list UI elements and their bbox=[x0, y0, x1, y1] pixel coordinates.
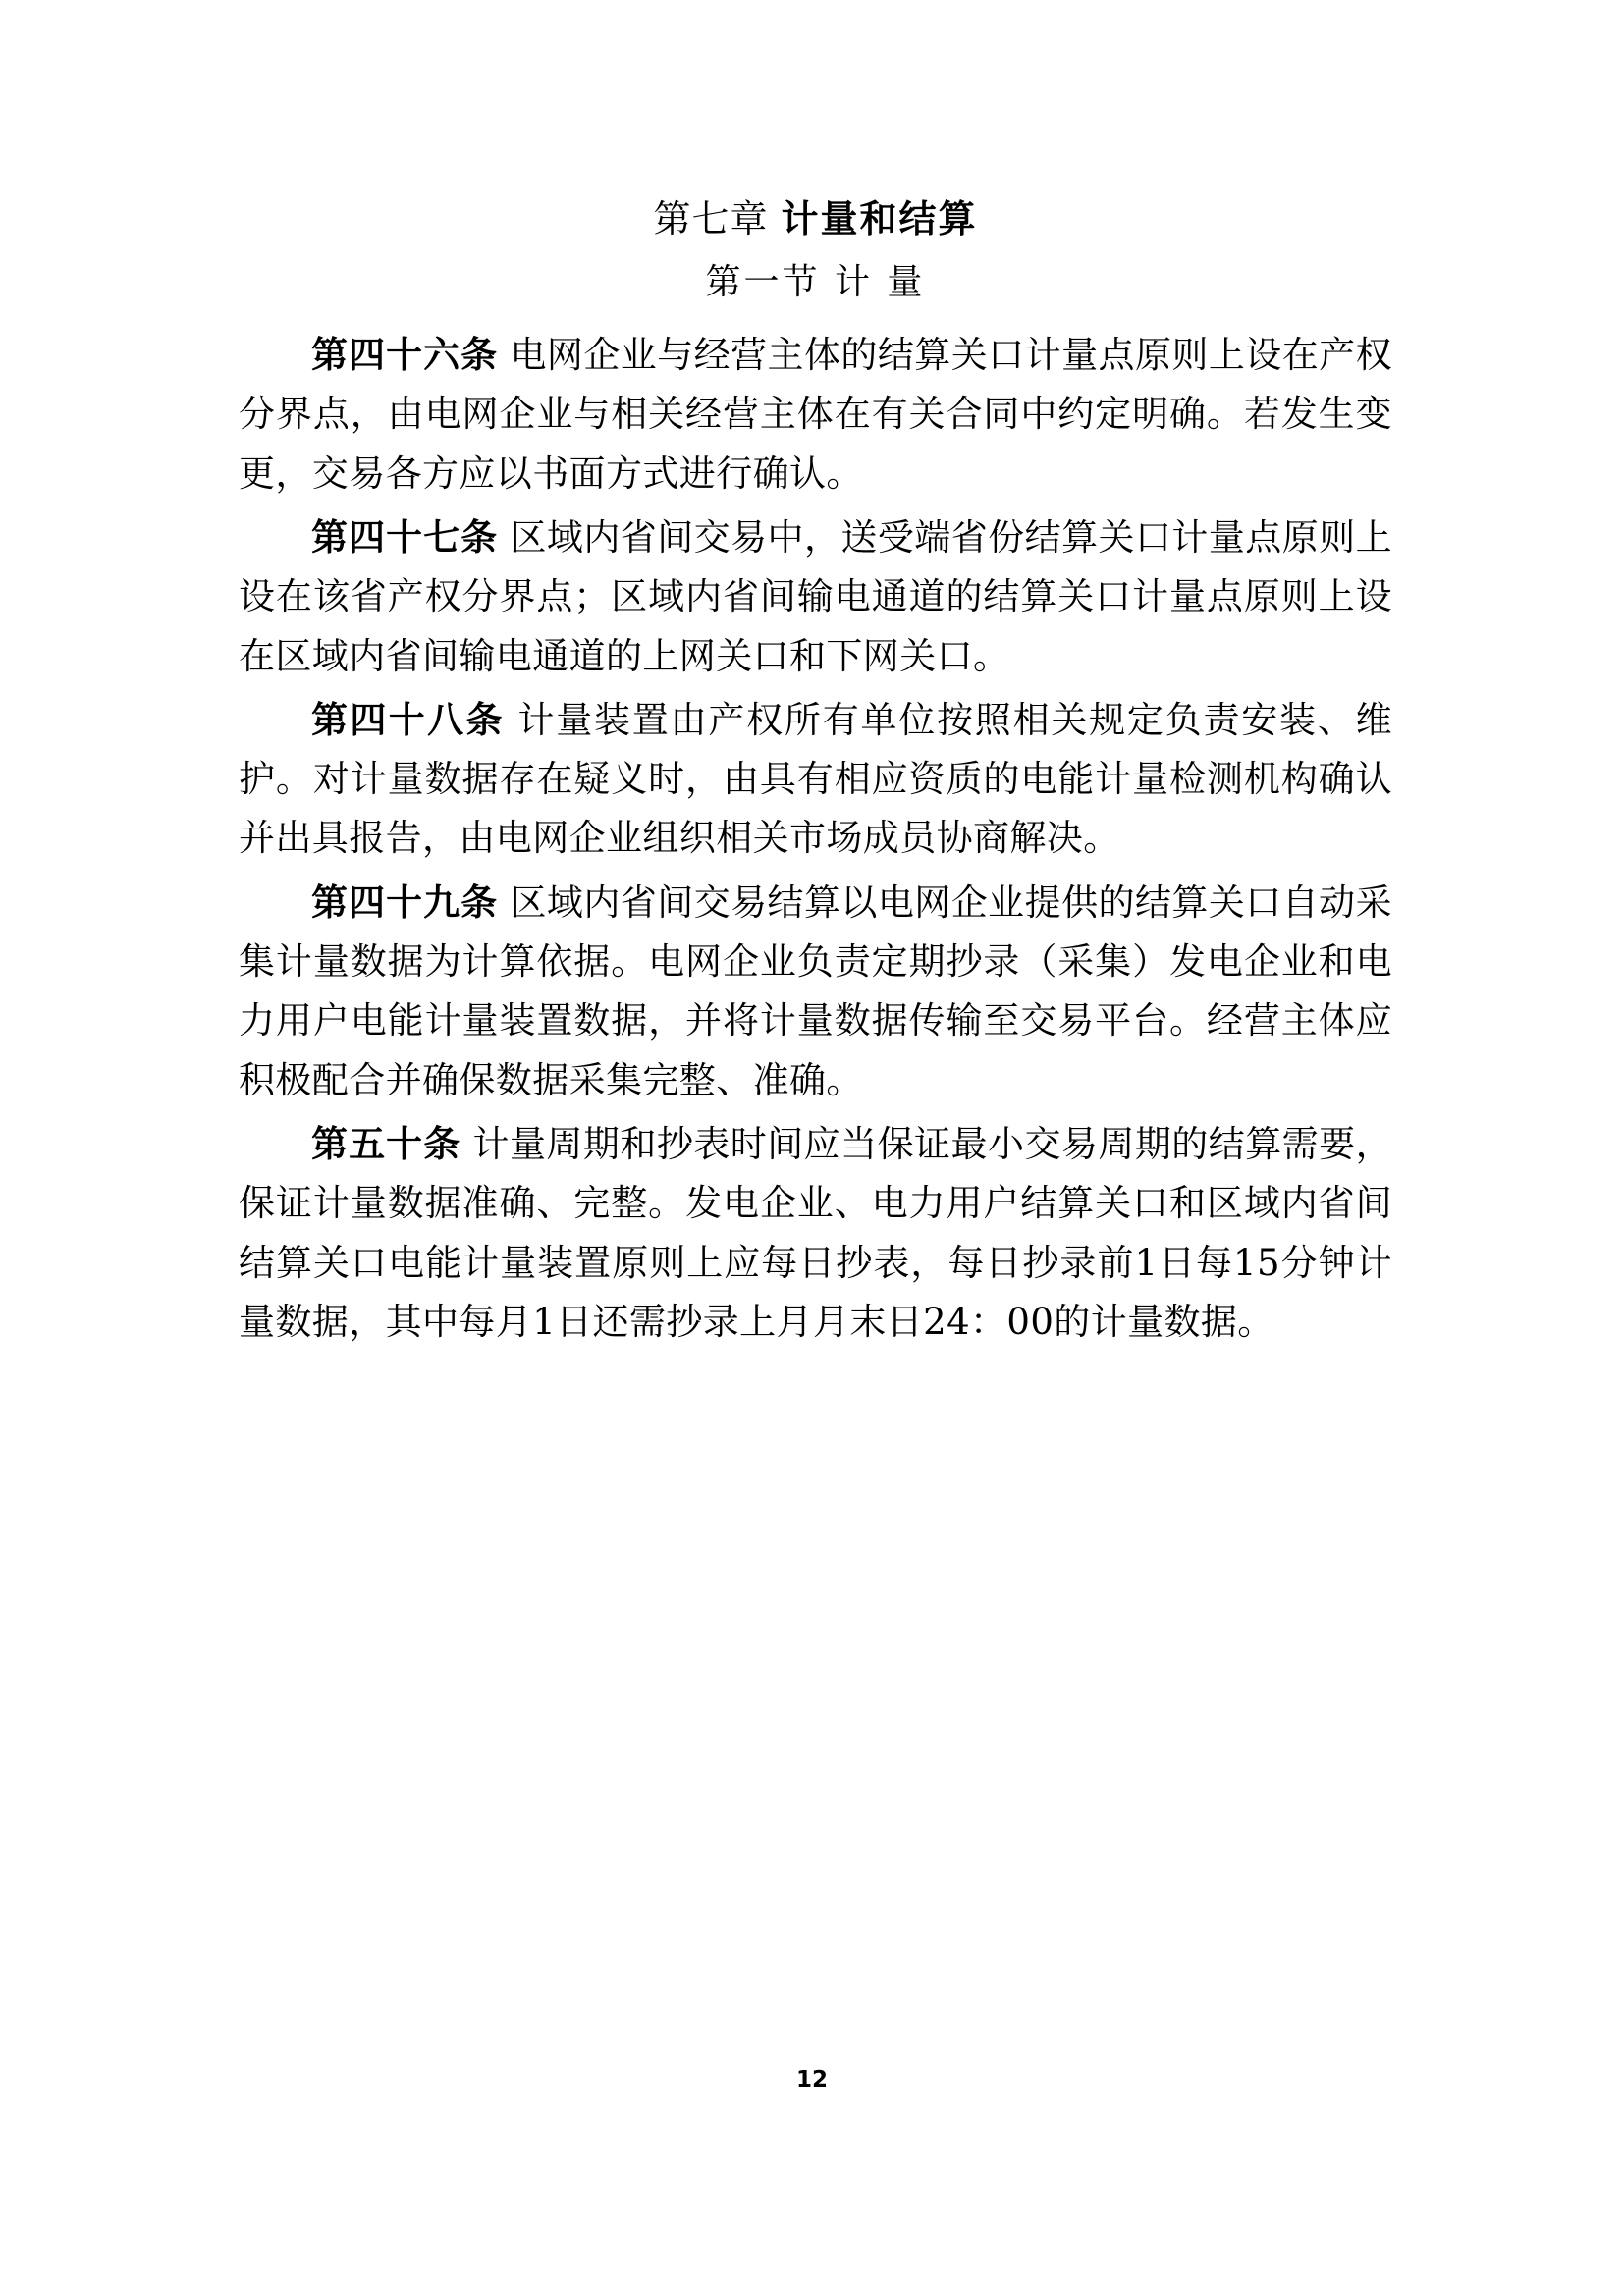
article-label: 第五十条 bbox=[311, 1121, 461, 1165]
chapter-heading bbox=[239, 191, 1392, 246]
article-item bbox=[239, 1114, 1392, 1352]
article-label: 第四十七条 bbox=[311, 514, 499, 559]
page-content bbox=[239, 191, 1392, 1356]
article-label: 第四十六条 bbox=[311, 333, 499, 377]
section-heading: 第一节 计 量 bbox=[705, 262, 926, 303]
article-label: 第四十八条 bbox=[311, 697, 505, 741]
chapter-prefix: 第七章 bbox=[653, 197, 769, 240]
article-label: 第四十九条 bbox=[311, 880, 499, 924]
chapter-title-text: 计量和结算 bbox=[781, 196, 978, 240]
article-item bbox=[239, 690, 1392, 869]
article-item bbox=[239, 873, 1392, 1110]
article-text: 区域内省间交易结算以电网企业提供的结算关口自动采集计量数据为计算依据。电网企业负责定期抄录（采集）发电企业和电力用户电能计量装置数据，并将计量数据传输至交易平台。经营主体应积极配合并确保数据采集完整、准确。 bbox=[239, 881, 1393, 1101]
article-item bbox=[239, 507, 1392, 686]
page-number: 12 bbox=[795, 2067, 828, 2093]
article-text: 计量装置由产权所有单位按照相关规定负责安装、维护。对计量数据存在疑义时，由具有相应资质的电能计量检测机构确认并出具报告，由电网企业组织相关市场成员协商解决。 bbox=[239, 698, 1392, 860]
article-text: 计量周期和抄表时间应当保证最小交易周期的结算需要，保证计量数据准确、完整。发电企业、电力用户结算关口和区域内省间结算关口电能计量装置原则上应每日抄表，每日抄录前1日每15分钟计量数据，其中每月1日还需抄录上月月末日24：00的计量数据。 bbox=[239, 1122, 1393, 1343]
article-item bbox=[239, 325, 1392, 504]
article-text: 电网企业与经营主体的结算关口计量点原则上设在产权分界点，由电网企业与相关经营主体在有关合同中约定明确。若发生变更，交易各方应以书面方式进行确认。 bbox=[239, 334, 1393, 495]
article-text: 区域内省间交易中，送受端省份结算关口计量点原则上设在该省产权分界点；区域内省间输电通道的结算关口计量点原则上设在区域内省间输电通道的上网关口和下网关口。 bbox=[239, 515, 1393, 677]
